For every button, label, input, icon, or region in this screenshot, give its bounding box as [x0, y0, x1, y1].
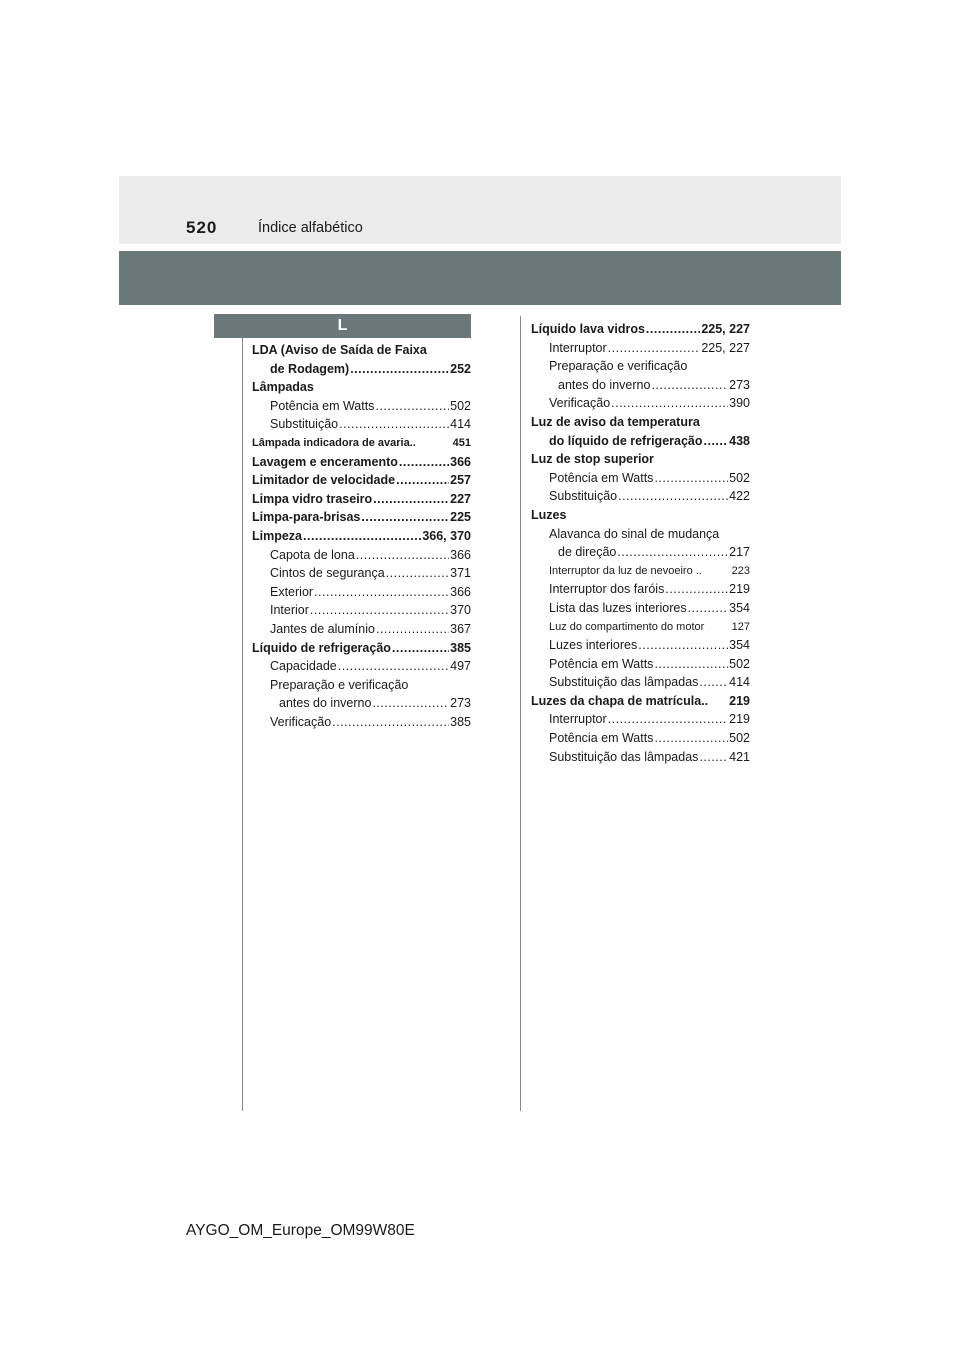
dot-leader [339, 415, 449, 434]
index-entry [252, 657, 471, 676]
index-entry-term: Luz de stop superior [531, 452, 654, 467]
index-entry [531, 543, 750, 562]
index-entry-term: Lavagem e enceramento [252, 454, 398, 469]
index-entry-term: antes do inverno [558, 377, 651, 392]
dot-leader [310, 601, 449, 620]
index-entry [531, 636, 750, 655]
dot-leader [386, 564, 449, 583]
index-entry [252, 397, 471, 416]
index-entry [531, 692, 750, 711]
dot-leader [392, 639, 449, 658]
index-entry-term: Limpeza [252, 528, 303, 543]
index-entry-page: 422 [729, 489, 750, 504]
index-entry [252, 341, 471, 360]
index-entry [531, 394, 750, 413]
index-entry-page: 438 [729, 433, 750, 448]
index-entry [252, 546, 471, 565]
index-entry-page: 354 [729, 600, 750, 615]
dot-leader [375, 397, 449, 416]
index-entry-term: Interruptor dos faróis [549, 582, 665, 597]
index-entry-term: Preparação e verificação [549, 359, 688, 374]
index-entry-page: 385 [450, 640, 471, 655]
dot-leader [638, 636, 728, 655]
dot-leader [608, 710, 728, 729]
index-entry-term: Potência em Watts [270, 398, 375, 413]
index-entry [531, 469, 750, 488]
index-entry [531, 357, 750, 376]
index-entry-page: 223 [731, 564, 750, 577]
index-entry-term: Preparação e verificação [270, 677, 409, 692]
index-entry-page: 227 [450, 491, 471, 506]
dot-leader [376, 620, 449, 639]
dot-leader [611, 394, 728, 413]
dot-leader [654, 729, 728, 748]
index-entry [531, 748, 750, 767]
index-entry [252, 360, 471, 379]
index-entry [531, 432, 750, 451]
index-entry-page: 371 [450, 566, 471, 581]
index-entry-page: 497 [450, 659, 471, 674]
dot-leader [665, 580, 728, 599]
index-entry [531, 487, 750, 506]
dot-leader [314, 583, 449, 602]
index-entry-term: Capota de lona [270, 547, 355, 562]
index-entry [531, 506, 750, 525]
index-entry-term: Limitador de velocidade [252, 473, 396, 488]
index-entry-page: 421 [729, 749, 750, 764]
dot-leader [361, 508, 449, 527]
index-entry-term: Lista das luzes interiores [549, 600, 687, 615]
index-entry-term: Capacidade [270, 659, 337, 674]
dot-leader [373, 490, 449, 509]
index-entry [531, 525, 750, 544]
index-entry [531, 450, 750, 469]
dot-leader [646, 320, 700, 339]
index-entry [531, 562, 750, 581]
index-entry-term: Líquido lava vidros [531, 322, 645, 336]
index-entry [252, 639, 471, 658]
index-entry-page: 366, 370 [422, 528, 471, 543]
index-entry-page: 367 [450, 621, 471, 636]
index-entry [252, 471, 471, 490]
index-entry [531, 710, 750, 729]
index-entry-term: Substituição das lâmpadas [549, 675, 699, 690]
index-entry [531, 376, 750, 395]
page-number: 520 [186, 218, 218, 237]
index-entry [252, 601, 471, 620]
index-entry-page: 257 [450, 473, 471, 488]
dot-leader [350, 360, 449, 379]
index-entry [252, 508, 471, 527]
index-entry [531, 413, 750, 432]
index-entry-term: Substituição [549, 489, 618, 504]
dot-leader [699, 748, 728, 767]
index-entry-term: Substituição das lâmpadas [549, 749, 699, 764]
index-entry-term: Lâmpadas [252, 380, 314, 395]
index-entry-term: Interruptor [549, 340, 607, 355]
index-entry-page: 127 [731, 620, 750, 633]
index-entry-term: Luz de aviso da temperatura [531, 414, 700, 429]
index-entry-term: Luzes da chapa de matrícula.. [531, 693, 709, 708]
dot-leader [372, 694, 449, 713]
index-entry-term: Substituição [270, 417, 339, 432]
index-entry-page: 414 [729, 675, 750, 690]
dot-leader [617, 543, 728, 562]
index-entry-page: 390 [729, 396, 750, 411]
index-entry [252, 490, 471, 509]
index-entry [252, 620, 471, 639]
dot-leader [338, 657, 449, 676]
index-entry-page: 502 [729, 731, 750, 746]
index-entry-page: 273 [729, 377, 750, 392]
index-entry-page: 414 [450, 417, 471, 432]
index-entry-page: 366 [450, 547, 471, 562]
index-entry [531, 729, 750, 748]
index-entry-page: 252 [450, 361, 471, 376]
index-entry-term: de Rodagem) [270, 361, 350, 376]
dot-leader [688, 599, 729, 618]
index-entry-term: Exterior [270, 584, 314, 599]
index-entry [252, 583, 471, 602]
index-entry-term: de direção [558, 545, 617, 560]
index-entry-term: Alavanca do sinal de mudança [549, 526, 720, 541]
index-entry-page: 385 [450, 714, 471, 729]
index-entry-page: 225 [450, 510, 471, 525]
index-entry-page: 502 [729, 470, 750, 485]
index-entry-term: Potência em Watts [549, 470, 654, 485]
index-entry-term: Limpa vidro traseiro [252, 491, 373, 506]
index-entry-term: Cintos de segurança [270, 566, 385, 581]
dot-leader [654, 469, 728, 488]
index-entry [252, 527, 471, 546]
index-entry-page: 366 [450, 584, 471, 599]
left-column-rule [242, 338, 243, 1111]
index-entry-page: 219 [729, 582, 750, 597]
index-entry [531, 580, 750, 599]
index-entry-term: Interior [270, 603, 309, 618]
dot-leader [332, 713, 449, 732]
index-entry [531, 673, 750, 692]
index-entry [252, 415, 471, 434]
index-entry [252, 676, 471, 695]
index-entry-term: Interruptor da luz de nevoeiro .. [549, 564, 702, 577]
index-entry-term: Verificação [549, 396, 611, 411]
section-title: Índice alfabético [258, 220, 363, 236]
index-entry [531, 618, 750, 637]
index-entry-term: do líquido de refrigeração [549, 433, 703, 448]
dot-leader [704, 432, 729, 451]
index-entry [252, 564, 471, 583]
index-entry-page: 219 [729, 712, 750, 727]
dot-leader [699, 673, 728, 692]
index-entry-term: Interruptor [549, 712, 607, 727]
dot-leader [356, 546, 449, 565]
index-entry-page: 273 [450, 696, 471, 711]
dot-leader [654, 655, 728, 674]
index-column-right [531, 320, 750, 766]
index-entry [531, 599, 750, 618]
dot-leader [303, 527, 421, 546]
index-entry-term: Verificação [270, 714, 332, 729]
index-entry [252, 378, 471, 397]
index-entry-term: Jantes de alumínio [270, 621, 375, 636]
index-entry-page: 502 [729, 656, 750, 671]
index-letter-tab: L [214, 314, 471, 338]
dot-leader [399, 453, 449, 472]
document-code: AYGO_OM_Europe_OM99W80E [186, 1222, 415, 1239]
index-entry-term: Lâmpada indicadora de avaria.. [252, 436, 416, 449]
index-entry-term: LDA (Aviso de Saída de Faixa [252, 343, 427, 357]
index-entry-page: 217 [729, 545, 750, 560]
index-entry [531, 320, 750, 339]
index-entry-page: 354 [729, 638, 750, 653]
dot-leader [608, 339, 701, 358]
index-entry-term: Limpa-para-brisas [252, 510, 361, 525]
right-column-rule [520, 316, 521, 1111]
index-entry [531, 655, 750, 674]
index-entry-page: 225, 227 [701, 322, 750, 336]
index-entry-term: antes do inverno [279, 696, 372, 711]
index-entry-term: Potência em Watts [549, 656, 654, 671]
index-entry-page: 225, 227 [701, 340, 750, 355]
index-entry-page: 219 [729, 693, 750, 708]
dot-leader [651, 376, 728, 395]
index-entry [252, 453, 471, 472]
index-entry [252, 694, 471, 713]
index-entry [252, 713, 471, 732]
index-entry-page: 366 [450, 454, 471, 469]
index-entry-term: Luzes interiores [549, 638, 638, 653]
index-entry [252, 434, 471, 453]
index-entry-page: 502 [450, 398, 471, 413]
index-entry-term: Líquido de refrigeração [252, 640, 391, 655]
index-entry-page: 370 [450, 603, 471, 618]
index-entry-term: Luzes [531, 507, 567, 522]
index-entry-term: Potência em Watts [549, 731, 654, 746]
index-entry [531, 339, 750, 358]
header-dark-band [119, 251, 841, 305]
dot-leader [618, 487, 728, 506]
header-band [119, 176, 841, 244]
index-entry-term: Luz do compartimento do motor [549, 620, 705, 633]
index-entry-page: 451 [452, 436, 471, 449]
index-column-left [252, 341, 471, 731]
dot-leader [396, 471, 449, 490]
